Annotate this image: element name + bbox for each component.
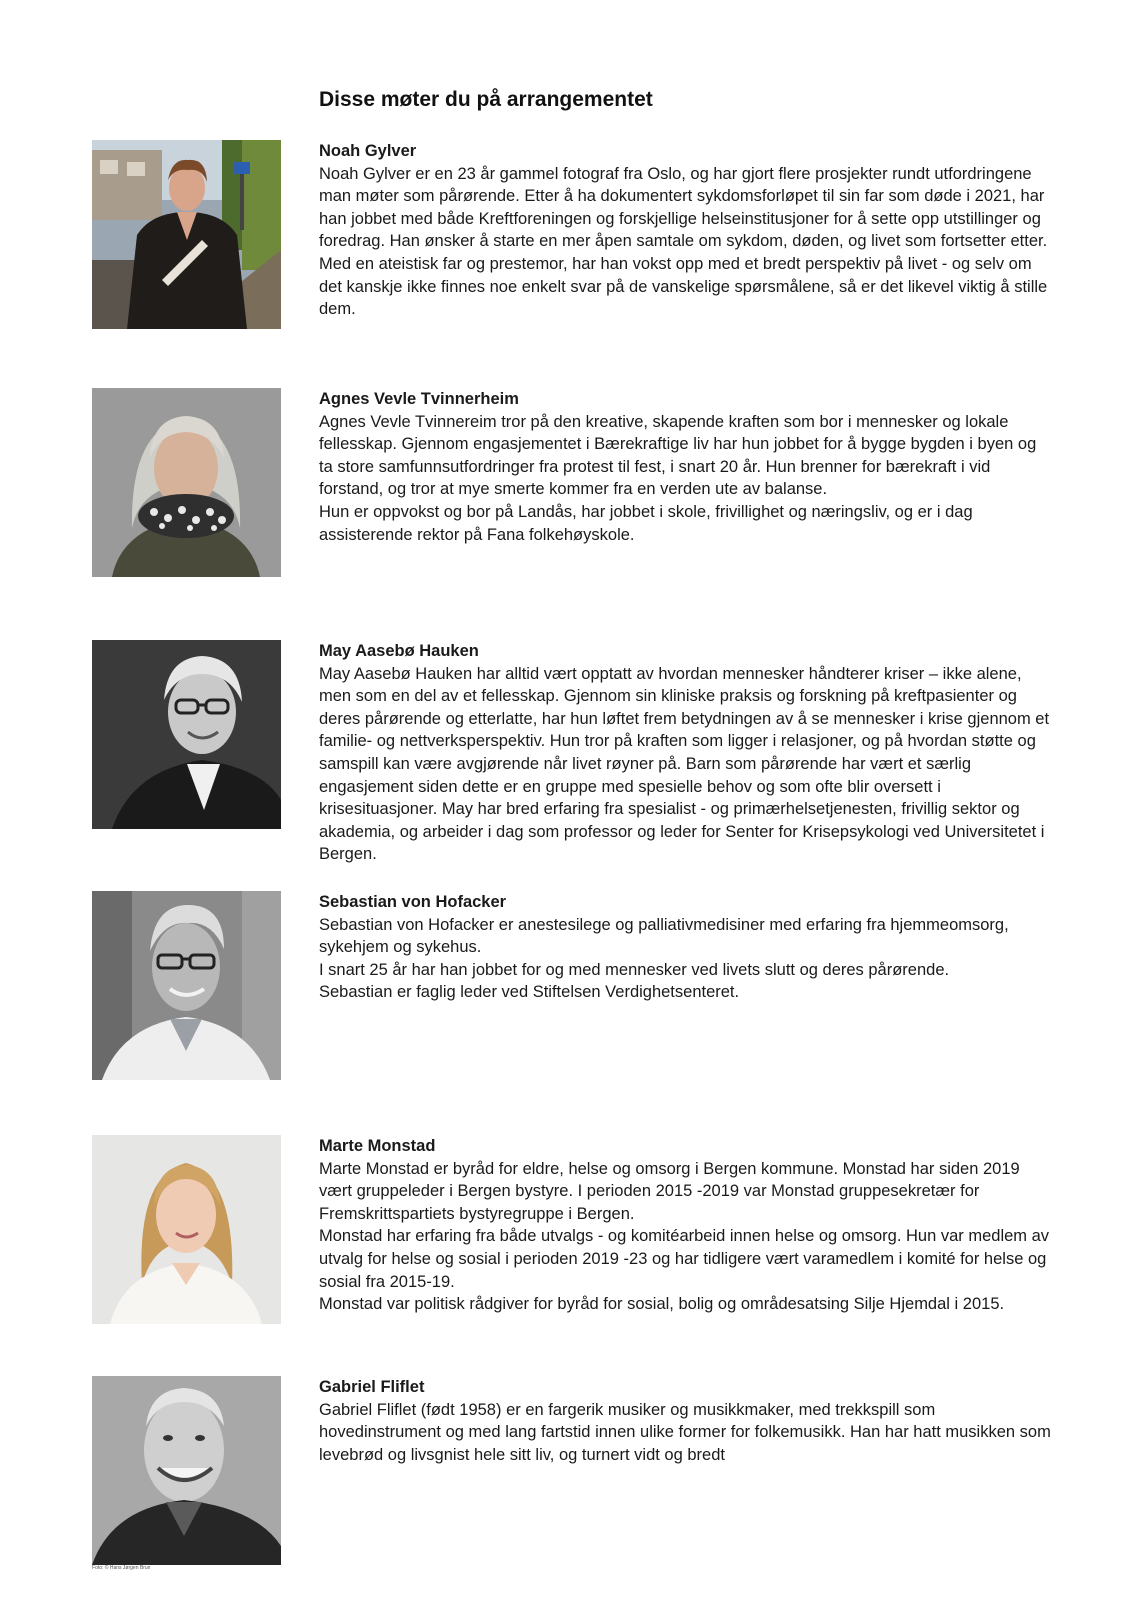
person-bio: Agnes Vevle Tvinnereim tror på den kreative, skapende kraften som bor i mennesker og lokale fellesskap. Gjennom engasjementet i Bærekraftige liv har hun jobbet for å bygge bygden i byen og ta store samfunnsutfordringer fra protest til fest, i snart 20 år. Hun brenner for bærekraft i vid forstand, og tror at mye smerte kommer fra en verden ute av balanse. (319, 412, 1037, 499)
portrait-photo-marte-monstad (92, 1135, 281, 1324)
portrait-photo-noah-gylver (92, 140, 281, 329)
portrait-photo-sebastian-von-hofacker (92, 891, 281, 1080)
photo-credit: Foto: © Hans Jørgen Brun (92, 1565, 151, 1571)
person-text-sebastian-von-hofacker (319, 891, 1054, 1004)
person-bio: Gabriel Fliflet (født 1958) er en fargerik musiker og musikkmaker, med trekkspill som hovedinstrument og med lang fartstid innen ulike former for folkemusikk. Han har hatt musikken som levebrød og livsgnist hele sitt liv, og turnert vidt og bredt (319, 1400, 1051, 1464)
page-title: Disse møter du på arrangementet (319, 88, 653, 111)
person-text-may-aasebo-hauken (319, 640, 1054, 866)
person-text-noah-gylver (319, 140, 1054, 321)
person-bio: Hun er oppvokst og bor på Landås, har jobbet i skole, frivillighet og næringsliv, og er i dag assisterende rektor på Fana folkehøyskole. (319, 502, 973, 544)
person-name: Marte Monstad (319, 1137, 436, 1155)
person-text-agnes-vevle-tvinnerheim (319, 388, 1054, 546)
person-bio: Monstad har erfaring fra både utvalgs - og komitéarbeid innen helse og omsorg. Hun var medlem av utvalg for helse og sosial i perioden 2019 -23 og har tidligere vært varamedlem i komité for helse og sosial fra 2015-19. (319, 1227, 1050, 1291)
person-text-marte-monstad (319, 1135, 1054, 1316)
portrait-photo-agnes-vevle-tvinnerheim (92, 388, 281, 577)
person-name: May Aasebø Hauken (319, 642, 479, 660)
portrait-photo-gabriel-fliflet (92, 1376, 281, 1565)
person-bio: I snart 25 år har han jobbet for og med mennesker ved livets slutt og deres pårørende. (319, 960, 950, 979)
person-name: Gabriel Fliflet (319, 1378, 425, 1396)
person-bio: Sebastian er faglig leder ved Stiftelsen Verdighetsenteret. (319, 983, 740, 1002)
person-bio: Noah Gylver er en 23 år gammel fotograf fra Oslo, og har gjort flere prosjekter rundt utfordringene man møter som pårørende. Etter å ha dokumentert sykdomsforløpet til sin far som døde i 2021, har han jobbet med både Kreftforeningen og forskjellige helseinstitusjoner for å sette opp utstillinger og foredrag. Han ønsker å starte en mer åpen samtale om sykdom, døden, og livet som fortsetter etter. Med en ateistisk far og prestemor, har han vokst opp med et bredt perspektiv på livet - og selv om det kanskje ikke finnes noe enkelt svar på de vanskelige spørsmålene, så er det likevel viktig å stille dem. (319, 164, 1048, 319)
person-name: Noah Gylver (319, 142, 417, 160)
person-bio: May Aasebø Hauken har alltid vært opptatt av hvordan mennesker håndterer kriser – ikke alene, men som en del av et fellesskap. Gjennom sin kliniske praksis og forskning på kreftpasienter og deres pårørende og etterlatte, har hun løftet frem betydningen av å se mennesker i krise gjennom et familie- og nettverksperspektiv. Hun tror på kraften som ligger i relasjoner, og på hvordan støtte og samspill kan være avgjørende når livet røyner på. Barn som pårørende har vært et særlig engasjement siden dette er en gruppe med spesielle behov og som ofte blir oversett i krisesituasjoner. May har bred erfaring fra spesialist - og primærhelsetjenesten, frivillig sektor og akademia, og arbeider i dag som professor og leder for Senter for Krisepsykologi ved Universitetet i Bergen. (319, 664, 1050, 864)
person-text-gabriel-fliflet (319, 1376, 1054, 1466)
person-bio: Monstad var politisk rådgiver for byråd for sosial, bolig og områdesatsing Silje Hjemdal i 2015. (319, 1295, 1005, 1314)
portrait-photo-may-aasebo-hauken (92, 640, 281, 829)
person-name: Agnes Vevle Tvinnerheim (319, 390, 519, 408)
person-bio: Sebastian von Hofacker er anestesilege og palliativmedisiner med erfaring fra hjemmeomsorg, sykehjem og sykehus. (319, 915, 1009, 957)
person-bio: Marte Monstad er byråd for eldre, helse og omsorg i Bergen kommune. Monstad har siden 2019 vært gruppeleder i Bergen bystyre. I perioden 2015 -2019 var Monstad gruppesekretær for Fremskrittspartiets bystyregruppe i Bergen. (319, 1159, 1020, 1223)
person-name: Sebastian von Hofacker (319, 893, 507, 911)
